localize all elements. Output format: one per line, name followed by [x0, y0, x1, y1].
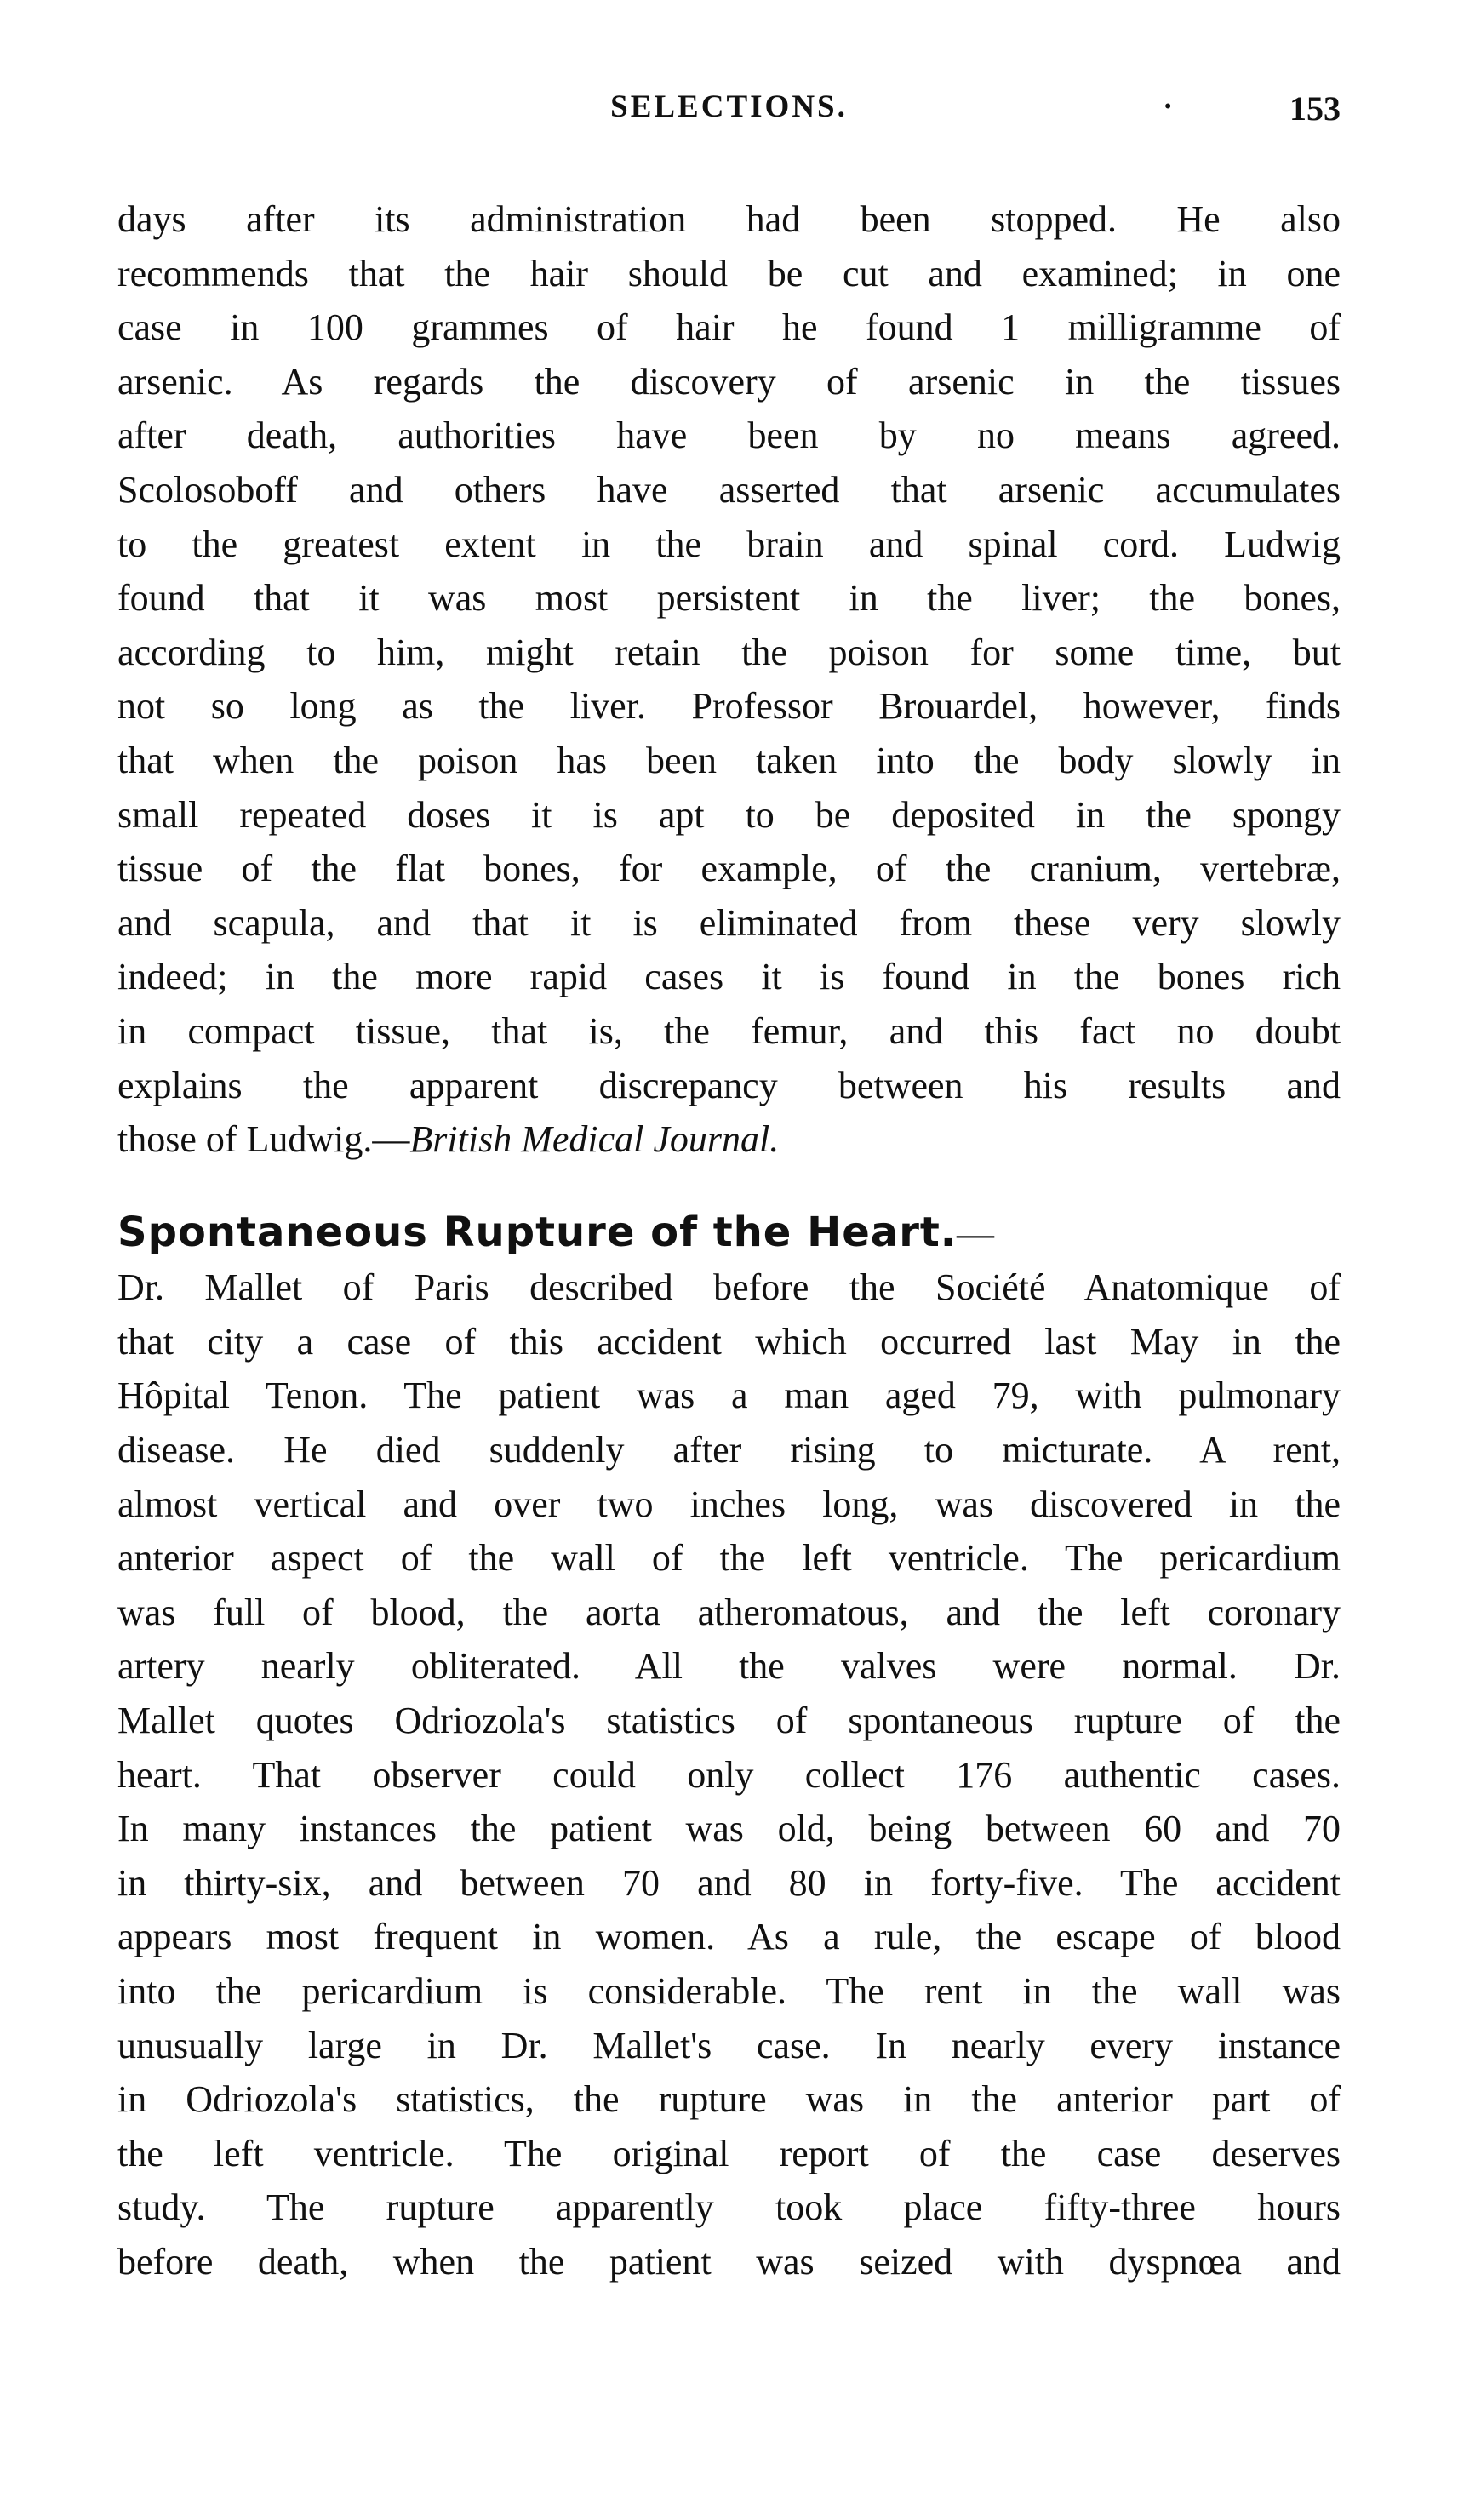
text-line: and scapula, and that it is eliminated from these very slowly — [117, 901, 1341, 944]
text-line: that city a case of this accident which occurred last May in the — [117, 1320, 1341, 1363]
text-line: study. The rupture apparently took place fifty-three hours — [117, 2186, 1341, 2229]
text-line: case in 100 grammes of hair he found 1 milligramme of — [117, 306, 1341, 349]
text-line: Mallet quotes Odriozola's statistics of spontaneous rupture of the — [117, 1700, 1341, 1742]
text-line: unusually large in Dr. Mallet's case. In nearly every instance — [117, 2024, 1341, 2066]
text-line: after death, authorities have been by no means agreed. — [117, 414, 1341, 457]
text-line: days after its administration had been stopped. He also — [117, 198, 1341, 240]
running-header — [117, 89, 1341, 140]
text-line: In many instances the patient was old, being between 60 and 70 — [117, 1808, 1341, 1850]
heading-line — [117, 1206, 1341, 1261]
section-spacer — [117, 1167, 1341, 1206]
arsenic-paragraph — [117, 192, 1341, 1167]
text-line: the left ventricle. The original report of the case deserves — [117, 2132, 1341, 2174]
text-line: in Odriozola's statistics, the rupture was in the anterior part of — [117, 2078, 1341, 2121]
text-line: artery nearly obliterated. All the valves were normal. Dr. — [117, 1645, 1341, 1688]
text-line: small repeated doses it is apt to be deposited in the spongy — [117, 793, 1341, 836]
text-line: in compact tissue, that is, the femur, and this fact no doubt — [117, 1009, 1341, 1052]
text-line-final — [117, 1112, 1341, 1167]
text-line: before death, when the patient was seized with dyspnœa and — [117, 2240, 1341, 2283]
text-line: arsenic. As regards the discovery of arsenic in the tissues — [117, 360, 1341, 403]
article-heading: Spontaneous Rupture of the Heart. — [117, 1208, 958, 1256]
text-line: explains the apparent discrepancy between his results and — [117, 1064, 1341, 1106]
text-line: was full of blood, the aorta atheromatous, and the left coronary — [117, 1591, 1341, 1633]
text-line: heart. That observer could only collect 176 authentic cases. — [117, 1753, 1341, 1796]
text-line: in thirty-six, and between 70 and 80 in forty-five. The accident — [117, 1861, 1341, 1904]
source-citation: British Medical Journal. — [409, 1118, 780, 1161]
text-line: into the pericardium is considerable. The rent in the wall was — [117, 1970, 1341, 2012]
book-page — [0, 89, 1458, 2520]
running-title: SELECTIONS. — [610, 89, 848, 124]
text-line: recommends that the hair should be cut and examined; in one — [117, 252, 1341, 294]
closing-text: those of Ludwig.— — [117, 1118, 410, 1161]
text-line: appears most frequent in women. As a rule, the escape of blood — [117, 1916, 1341, 1958]
heart-rupture-paragraph — [117, 1206, 1341, 2289]
text-line: tissue of the flat bones, for example, of the cranium, vertebræ, — [117, 848, 1341, 890]
text-line: Dr. Mallet of Paris described before the Société Anatomique of — [117, 1266, 1341, 1309]
text-line: disease. He died suddenly after rising to micturate. A rent, — [117, 1429, 1341, 1471]
page-number: 153 — [1289, 89, 1341, 128]
heading-dash: — — [957, 1212, 995, 1254]
text-line: found that it was most persistent in the liver; the bones, — [117, 577, 1341, 620]
text-line: not so long as the liver. Professor Brouardel, however, finds — [117, 685, 1341, 728]
text-line: to the greatest extent in the brain and spinal cord. Ludwig — [117, 523, 1341, 565]
text-line: that when the poison has been taken into the body slowly in — [117, 739, 1341, 781]
text-line: almost vertical and over two inches long, was discovered in the — [117, 1483, 1341, 1525]
text-line: according to him, might retain the poison for some time, but — [117, 631, 1341, 673]
text-line: Scolosoboff and others have asserted that arsenic accumulates — [117, 468, 1341, 511]
text-line: anterior aspect of the wall of the left ventricle. The pericardium — [117, 1537, 1341, 1580]
text-line: indeed; in the more rapid cases it is found in the bones rich — [117, 956, 1341, 998]
header-dot: · — [1163, 89, 1174, 124]
text-line: Hôpital Tenon. The patient was a man aged 79, with pulmonary — [117, 1374, 1341, 1417]
